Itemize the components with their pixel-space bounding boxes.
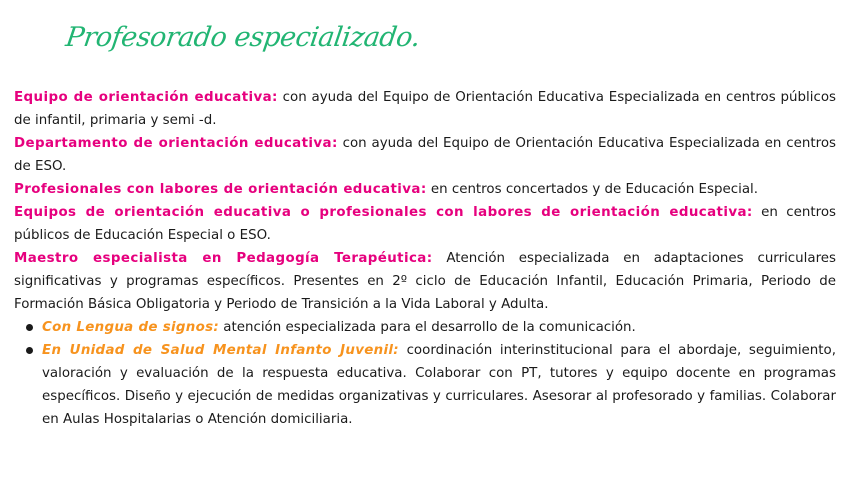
item-text: en centros públicos de Educación Especial o ESO. xyxy=(14,205,836,243)
item-departamento-orientacion xyxy=(14,132,836,178)
item-text: Atención especializada en adaptaciones curriculares significativas y programas específicos. Presentes en 2º ciclo de Educación Infantil, Educación Primaria, Periodo de Formación Básica Obligatoria y Periodo de Transición a la Vida Laboral y Adulta. xyxy=(14,251,837,312)
item-profesionales-orientacion xyxy=(14,178,836,201)
item-text: con ayuda del Equipo de Orientación Educativa Especializada en centros de ESO. xyxy=(14,136,836,174)
item-label: Profesionales con labores de orientación educativa: xyxy=(14,182,427,197)
item-equipo-orientacion xyxy=(14,86,836,132)
item-label: Equipos de orientación educativa o profesionales con labores de orientación educativa: xyxy=(14,205,753,220)
item-label: Departamento de orientación educativa: xyxy=(14,136,338,151)
item-text: en centros concertados y de Educación Especial. xyxy=(426,182,759,197)
page-title: Profesorado especializado. xyxy=(63,22,422,53)
bullet-list xyxy=(14,316,836,431)
bullet-text: coordinación interinstitucional para el abordaje, seguimiento, valoración y evaluación de la respuesta educativa. Colaborar con PT, tutores y equipo docente en programas específicos. Diseño y ejecución de medidas organizativas y curriculares. Asesorar al profesorado y familias. Colaborar en Aulas Hospitalarias o Atención domiciliaria. xyxy=(42,343,836,427)
bullet-salud-mental xyxy=(42,339,836,431)
bullet-label: En Unidad de Salud Mental Infanto Juvenil: xyxy=(42,343,399,358)
item-text: con ayuda del Equipo de Orientación Educativa Especializada en centros públicos de infantil, primaria y semi -d. xyxy=(14,90,836,128)
bullet-icon xyxy=(26,324,33,331)
item-equipos-o-profesionales xyxy=(14,201,836,247)
bullet-icon xyxy=(26,347,33,354)
content-body xyxy=(14,86,836,431)
item-label: Equipo de orientación educativa: xyxy=(14,90,278,105)
bullet-lengua-signos xyxy=(42,316,836,339)
bullet-label: Con Lengua de signos: xyxy=(42,320,220,335)
item-maestro-pt xyxy=(14,247,836,316)
bullet-text: atención especializada para el desarrollo de la comunicación. xyxy=(219,320,636,335)
item-label: Maestro especialista en Pedagogía Terapéutica: xyxy=(14,251,433,266)
